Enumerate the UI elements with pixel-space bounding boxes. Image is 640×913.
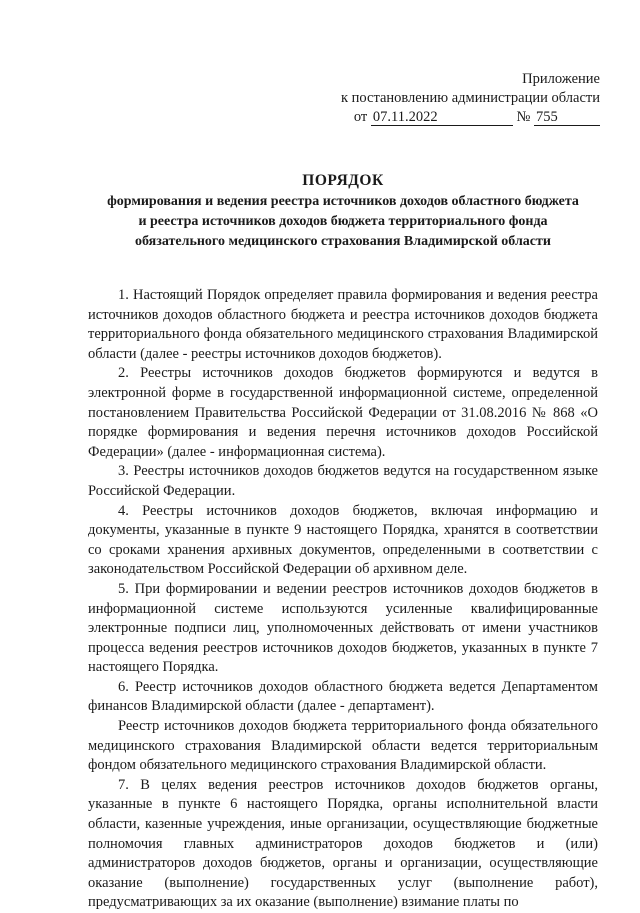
document-subtitle-line: формирования и ведения реестра источников доходов областного бюджета — [107, 194, 579, 209]
decree-number: 755 — [534, 110, 600, 126]
paragraph-6: 6. Реестр источников доходов областного бюджета ведется Департаментом финансов Владимирской области (далее - департамент). — [88, 678, 598, 715]
document-subtitle-line: обязательного медицинского страхования Владимирской области — [135, 234, 551, 249]
paragraph-7: 7. В целях ведения реестров источников доходов бюджетов органы, указанные в пункте 6 настоящего Порядка, органы исполнительной власти области, казенные учреждения, иные организации, осуществляющие бюджетные полномочия главных администраторов доходов бюджетов и (или) администраторов доходов бюджетов, органы и организации, осуществляющие оказание (выполнение) государственных услуг (выполнение работ), предусматривающих за их оказание (выполнение) взимание платы по — [88, 776, 598, 911]
paragraph-4: 4. Реестры источников доходов бюджетов, включая информацию и документы, указанные в пункте 9 настоящего Порядка, хранятся в соответствии со сроками хранения архивных документов, определенными в соответствии с законодательством Российской Федерации об архивном деле. — [88, 502, 598, 578]
document-subtitle-line: и реестра источников доходов бюджета территориального фонда — [138, 214, 548, 229]
appendix-reference: к постановлению администрации области — [340, 90, 600, 106]
paragraph-6-continued: Реестр источников доходов бюджета территориального фонда обязательного медицинского страхования Владимирской области ведется территориальным фондом обязательного медицинского страхования Владимирской области. — [88, 718, 598, 774]
document-body — [88, 286, 598, 913]
paragraph-3: 3. Реестры источников доходов бюджетов ведутся на государственном языке Российской Федерации. — [88, 463, 598, 499]
paragraph-2: 2. Реестры источников доходов бюджетов формируются и ведутся в электронной форме в государственной информационной системе, определенной постановлением Правительства Российской Федерации от 31.08.2016 № 868 «О порядке формирования и ведения перечня источников доходов Российской Федерации» (далее - информационная система). — [88, 365, 598, 460]
appendix-date-number-line — [341, 108, 600, 127]
date-prefix: от — [353, 109, 368, 125]
appendix-block — [341, 70, 600, 127]
document-title: ПОРЯДОК — [302, 172, 384, 189]
number-prefix: № — [516, 109, 531, 125]
decree-date: 07.11.2022 — [371, 110, 513, 126]
document-heading — [88, 170, 598, 252]
paragraph-5: 5. При формировании и ведении реестров источников доходов бюджетов в информационной системе используются усиленные квалифицированные электронные подписи лиц, уполномоченных действовать от имени участников процесса ведения реестров источников доходов бюджетов, указанных в пункте 7 настоящего Порядка. — [88, 580, 598, 676]
paragraph-1: 1. Настоящий Порядок определяет правила формирования и ведения реестра источников доходов областного бюджета и реестра источников доходов бюджета территориального фонда обязательного медицинского страхования Владимирской области (далее - реестры источников доходов бюджетов). — [88, 287, 598, 362]
appendix-title: Приложение — [522, 71, 600, 87]
